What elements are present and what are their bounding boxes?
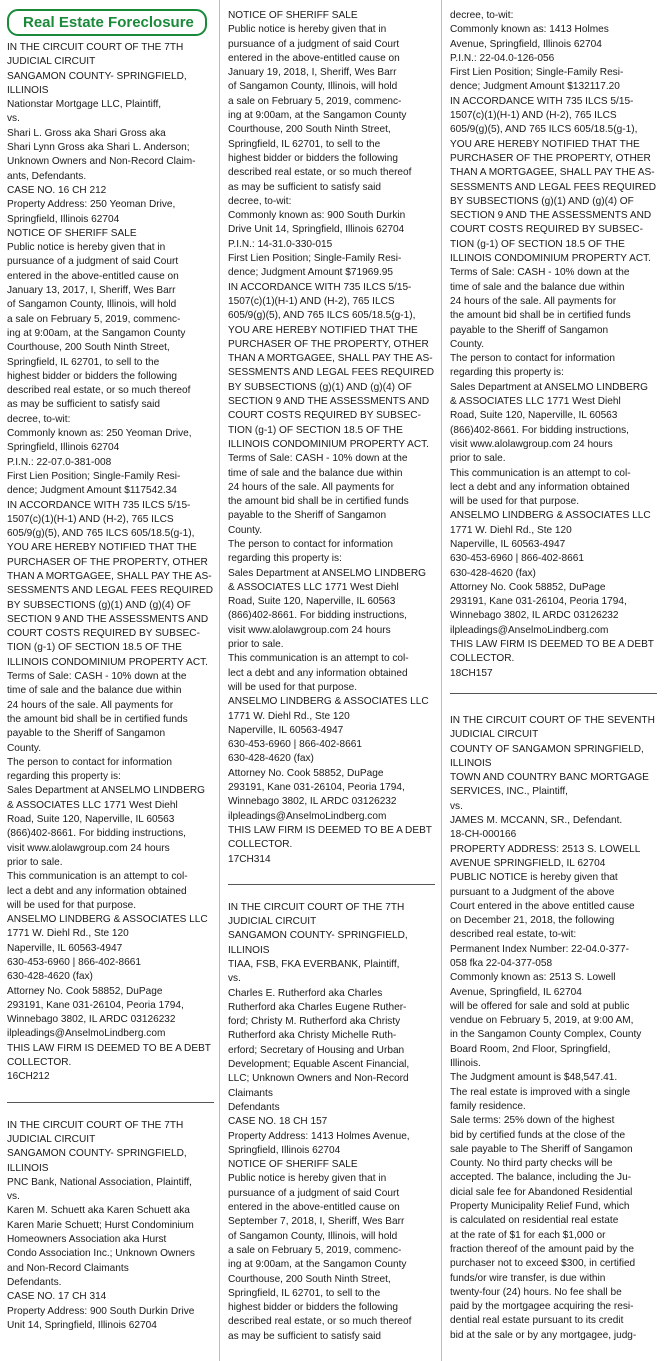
notice-line: Public notice is hereby given that in xyxy=(7,242,166,254)
notice-line: First Lien Position; Single-Family Resi- xyxy=(228,253,402,265)
notice-line: THAN A MORTGAGEE, SHALL PAY THE AS- xyxy=(450,167,655,179)
notice-line: Commonly known as: 2513 S. Lowell xyxy=(450,972,616,984)
notice-line: Springfield, IL 62701, to sell to the xyxy=(7,356,160,368)
notice-line: ing at 9:00am, at the Sangamon County xyxy=(7,327,186,339)
notice-line: Rutherford aka Christy Michelle Ruth- xyxy=(228,1030,397,1042)
notice-line: JUDICIAL CIRCUIT xyxy=(7,1133,96,1145)
notice-line: TION (g-1) OF SECTION 18.5 OF THE xyxy=(228,424,403,436)
notice-line: Defendants. xyxy=(7,1276,62,1288)
notice-line: funds/or wire transfer, is due within xyxy=(450,1272,606,1284)
notice-line: Winnebago 3802, IL ARDC 03126232 xyxy=(228,796,397,808)
notice-line: of Sangamon County, Illinois, will hold xyxy=(7,299,177,311)
notice-line: The person to contact for information xyxy=(450,353,615,365)
notice-line: TOWN AND COUNTRY BANC MORTGAGE xyxy=(450,772,649,784)
notice-line: Sales Department at ANSELMO LINDBERG xyxy=(450,381,649,393)
notice-line: lect a debt and any information obtained xyxy=(450,481,630,493)
notice-line: 1771 W. Diehl Rd., Ste 120 xyxy=(7,928,129,940)
notice-line: Courthouse, 200 South Ninth Street, xyxy=(7,342,170,354)
notice-line: ILLINOIS CONDOMINIUM PROPERTY ACT. xyxy=(7,656,208,668)
notice-line: COURT COSTS REQUIRED BY SUBSEC- xyxy=(228,410,421,422)
notice-line: ILLINOIS xyxy=(450,757,492,769)
column-divider xyxy=(219,0,220,1361)
notice-line: January 19, 2018, I, Sheriff, Wes Barr xyxy=(228,67,397,79)
notice-line: pursuant to a Judgment of the above xyxy=(450,886,615,898)
notice-line: vs. xyxy=(450,800,463,812)
notice-line: Terms of Sale: CASH - 10% down at the xyxy=(7,671,187,683)
notice-line: THIS LAW FIRM IS DEEMED TO BE A DEBT xyxy=(228,824,432,836)
notice-line: ford; Christy M. Rutherford aka Christy xyxy=(228,1016,401,1028)
foreclosure-notice xyxy=(450,714,657,1343)
notice-line: Drive Unit 14, Springfield, Illinois 62704 xyxy=(228,224,405,236)
notice-line: Unknown Owners and Non-Record Claim- xyxy=(7,156,196,168)
notice-line: a sale on February 5, 2019, commenc- xyxy=(228,1244,402,1256)
notice-line: P.I.N.: 22-04.0-126-056 xyxy=(450,52,555,64)
notice-line: County. xyxy=(228,524,263,536)
notice-line: JUDICIAL CIRCUIT xyxy=(228,916,317,928)
notice-line: Terms of Sale: CASH - 10% down at the xyxy=(228,453,408,465)
notice-line: County. No third party checks will be xyxy=(450,1158,613,1170)
notice-line: THAN A MORTGAGEE, SHALL PAY THE AS- xyxy=(7,570,212,582)
notice-line: Public notice is hereby given that in xyxy=(228,24,387,36)
notice-line: ilpleadings@AnselmoLindberg.com xyxy=(228,810,387,822)
notice-line: the amount bid shall be in certified funds xyxy=(450,310,631,322)
notice-line: time of sale and the balance due within xyxy=(228,467,403,479)
notice-line: ANSELMO LINDBERG & ASSOCIATES LLC xyxy=(7,914,208,926)
notice-line: (866)402-8661. For bidding instructions, xyxy=(7,828,186,840)
notice-line: fraction thereof of the amount paid by the xyxy=(450,1243,635,1255)
notice-line: decree, to-wit: xyxy=(450,10,514,21)
notice-line: dence; Judgment Amount $71969.95 xyxy=(228,267,393,279)
notice-line: dicial sale fee for Abandoned Residential xyxy=(450,1186,633,1198)
notice-line: THIS LAW FIRM IS DEEMED TO BE A DEBT xyxy=(450,639,654,651)
notice-line: visit www.alolawgroup.com 24 hours xyxy=(450,438,613,450)
foreclosure-notice-continued xyxy=(228,9,435,867)
notice-line: 293191, Kane 031-26104, Peoria 1794, xyxy=(450,596,627,608)
notice-line: Avenue, Springfield, IL 62704 xyxy=(450,986,582,998)
notice-line: 18-CH-000166 xyxy=(450,829,517,841)
notice-line: Property Address: 1413 Holmes Avenue, xyxy=(228,1130,410,1142)
notice-line: ilpleadings@AnselmoLindberg.com xyxy=(450,624,609,636)
notice-line: dential real estate pursuant to its credit xyxy=(450,1315,624,1327)
notice-line: time of sale and the balance due within xyxy=(7,685,182,697)
notice-line: Court entered in the above entitled cause xyxy=(450,900,635,912)
notice-line: CASE NO. 16 CH 212 xyxy=(7,184,107,196)
notice-line: NOTICE OF SHERIFF SALE xyxy=(228,10,358,21)
notice-line: regarding this property is: xyxy=(228,553,342,565)
notice-line: will be used for that purpose. xyxy=(450,496,580,508)
notice-line: County. xyxy=(7,742,42,754)
notice-line: decree, to-wit: xyxy=(228,195,292,207)
notice-line: COUNTY OF SANGAMON SPRINGFIELD, xyxy=(450,743,644,755)
notice-line: 630-453-6960 | 866-402-8661 xyxy=(228,739,362,751)
notice-line: decree, to-wit: xyxy=(7,413,71,425)
notice-line: at the rate of $1 for each $1,000 or xyxy=(450,1229,606,1241)
notice-line: SECTION 9 AND THE ASSESSMENTS AND xyxy=(450,210,652,222)
notice-line: First Lien Position; Single-Family Resi- xyxy=(450,67,624,79)
notice-line: 1771 W. Diehl Rd., Ste 120 xyxy=(228,710,350,722)
notice-line: CASE NO. 18 CH 157 xyxy=(228,1116,328,1128)
notice-line: Shari L. Gross aka Shari Gross aka xyxy=(7,127,166,139)
notice-line: County. xyxy=(450,338,485,350)
notice-line: will be used for that purpose. xyxy=(7,899,137,911)
notice-line: This communication is an attempt to col- xyxy=(7,871,188,883)
notice-line: IN THE CIRCUIT COURT OF THE SEVENTH xyxy=(450,714,655,726)
notice-line: as may be sufficient to satisfy said xyxy=(228,181,381,193)
notice-line: will be used for that purpose. xyxy=(228,681,358,693)
notice-line: The person to contact for information xyxy=(228,538,393,550)
notice-line: Road, Suite 120, Naperville, IL 60563 xyxy=(228,596,396,608)
notice-line: Condo Association Inc.; Unknown Owners xyxy=(7,1248,195,1260)
notice-line: the amount bid shall be in certified funds xyxy=(228,496,409,508)
notice-line: described real estate, or so much thereof xyxy=(228,1316,412,1328)
notice-line: Springfield, IL 62701, to sell to the xyxy=(228,1287,381,1299)
notice-line: 605/9(g)(5), AND 765 ILCS 605/18.5(g-1), xyxy=(450,124,638,136)
notice-line: regarding this property is: xyxy=(7,771,121,783)
foreclosure-notice xyxy=(7,1119,214,1333)
notice-line: 1771 W. Diehl Rd., Ste 120 xyxy=(450,524,572,536)
notice-line: IN THE CIRCUIT COURT OF THE 7TH xyxy=(7,42,184,53)
notice-line: September 7, 2018, I, Sheriff, Wes Barr xyxy=(228,1216,405,1228)
notice-line: COLLECTOR. xyxy=(7,1057,72,1069)
notice-line: Courthouse, 200 South Ninth Street, xyxy=(228,1273,391,1285)
notice-line: Sales Department at ANSELMO LINDBERG xyxy=(7,785,206,797)
notice-separator xyxy=(7,1102,214,1103)
notice-line: 630-453-6960 | 866-402-8661 xyxy=(7,957,141,968)
notice-line: SESSMENTS AND LEGAL FEES REQUIRED xyxy=(228,367,435,379)
notice-line: Development; Equable Ascent Financial, xyxy=(228,1059,410,1071)
notice-line: & ASSOCIATES LLC 1771 West Diehl xyxy=(7,799,178,811)
notice-line: YOU ARE HEREBY NOTIFIED THAT THE xyxy=(228,324,418,336)
notice-line: visit www.alolawgroup.com 24 hours xyxy=(228,624,391,636)
notice-line: ILLINOIS CONDOMINIUM PROPERTY ACT. xyxy=(450,253,651,265)
column-2 xyxy=(228,9,435,1344)
notice-line: family residence. xyxy=(450,1100,526,1112)
notice-line: erford; Secretary of Housing and Urban xyxy=(228,1044,405,1056)
notice-line: 24 hours of the sale. All payments for xyxy=(7,699,174,711)
notice-line: 1507(c)(1)(H-1) AND (H-2), 765 ILCS xyxy=(450,110,617,122)
notice-line: pursuance of a judgment of said Court xyxy=(7,256,179,268)
foreclosure-notice xyxy=(7,41,214,1085)
notice-line: P.I.N.: 22-07.0-381-008 xyxy=(7,456,112,468)
notice-line: 630-428-4620 (fax) xyxy=(228,753,314,765)
notice-line: BY SUBSECTIONS (g)(1) AND (g)(4) OF xyxy=(450,195,634,207)
notice-line: & ASSOCIATES LLC 1771 West Diehl xyxy=(450,396,621,408)
notice-line: ilpleadings@AnselmoLindberg.com xyxy=(7,1028,166,1040)
notice-line: entered in the above-entitled cause on xyxy=(228,1202,400,1214)
notice-line: ANSELMO LINDBERG & ASSOCIATES LLC xyxy=(450,510,651,522)
notice-line: 630-428-4620 (fax) xyxy=(450,567,536,579)
notice-line: 24 hours of the sale. All payments for xyxy=(450,295,617,307)
notice-line: JAMES M. MCCANN, SR., Defendant. xyxy=(450,815,623,827)
notice-line: 293191, Kane 031-26104, Peoria 1794, xyxy=(228,782,405,794)
notice-line: (866)402-8661. For bidding instructions, xyxy=(450,424,629,436)
notice-line: BY SUBSECTIONS (g)(1) AND (g)(4) OF xyxy=(228,381,412,393)
notice-line: Courthouse, 200 South Ninth Street, xyxy=(228,124,391,136)
notice-line: AVENUE SPRINGFIELD, IL 62704 xyxy=(450,857,606,869)
notice-line: BY SUBSECTIONS (g)(1) AND (g)(4) OF xyxy=(7,599,191,611)
notice-line: Springfield, Illinois 62704 xyxy=(7,442,120,454)
notice-line: ILLINOIS xyxy=(7,84,49,96)
notice-line: THAN A MORTGAGEE, SHALL PAY THE AS- xyxy=(228,353,433,365)
notice-line: Karen Marie Schuett; Hurst Condominium xyxy=(7,1219,194,1231)
foreclosure-notice-continued xyxy=(450,9,657,681)
notice-line: pursuance of a judgment of said Court xyxy=(228,1187,400,1199)
notice-line: Road, Suite 120, Naperville, IL 60563 xyxy=(7,814,175,826)
notice-line: COURT COSTS REQUIRED BY SUBSEC- xyxy=(450,224,643,236)
notice-line: visit www.alolawgroup.com 24 hours xyxy=(7,842,170,854)
notice-line: Springfield, Illinois 62704 xyxy=(228,1144,341,1156)
notice-line: prior to sale. xyxy=(228,639,284,651)
notice-line: of Sangamon County, Illinois, will hold xyxy=(228,81,398,93)
notice-line: purchaser not to exceed $300, in certified xyxy=(450,1258,636,1270)
notice-line: NOTICE OF SHERIFF SALE xyxy=(7,227,137,239)
notice-line: ILLINOIS xyxy=(228,944,270,956)
notice-line: COURT COSTS REQUIRED BY SUBSEC- xyxy=(7,628,200,640)
notice-line: vendue on February 5, 2019, at 9:00 AM, xyxy=(450,1015,634,1027)
notice-line: IN ACCORDANCE WITH 735 ILCS 5/15- xyxy=(7,499,191,511)
notice-line: Naperville, IL 60563-4947 xyxy=(450,538,566,550)
notice-line: described real estate, or so much thereof xyxy=(7,385,191,397)
notice-line: SESSMENTS AND LEGAL FEES REQUIRED xyxy=(7,585,214,597)
notice-line: vs. xyxy=(228,973,241,985)
notice-line: Property Address: 250 Yeoman Drive, xyxy=(7,199,176,211)
notice-line: time of sale and the balance due within xyxy=(450,281,625,293)
notice-line: ANSELMO LINDBERG & ASSOCIATES LLC xyxy=(228,696,429,708)
notice-line: of Sangamon County, Illinois, will hold xyxy=(228,1230,398,1242)
column-divider xyxy=(441,0,442,1361)
notice-line: 18CH157 xyxy=(450,667,493,679)
notice-line: SANGAMON COUNTY- SPRINGFIELD, xyxy=(228,930,408,942)
notice-line: PURCHASER OF THE PROPERTY, OTHER xyxy=(7,556,208,568)
notice-line: Avenue, Springfield, Illinois 62704 xyxy=(450,38,602,50)
notice-line: dence; Judgment Amount $117542.34 xyxy=(7,485,177,497)
notice-line: PURCHASER OF THE PROPERTY, OTHER xyxy=(228,338,429,350)
notice-line: 605/9(g)(5), AND 765 ILCS 605/18.5(g-1), xyxy=(7,528,195,540)
notice-line: Commonly known as: 1413 Holmes xyxy=(450,24,609,36)
notice-line: This communication is an attempt to col- xyxy=(228,653,409,665)
notice-line: IN THE CIRCUIT COURT OF THE 7TH xyxy=(7,1119,184,1131)
notice-line: 1507(c)(1)(H-1) AND (H-2), 765 ILCS xyxy=(228,295,395,307)
notice-line: Defendants xyxy=(228,1101,280,1113)
notice-line: P.I.N.: 14-31.0-330-015 xyxy=(228,238,333,250)
notice-line: sale payable to The Sheriff of Sangamon xyxy=(450,1143,633,1155)
notice-line: payable to the Sheriff of Sangamon xyxy=(228,510,387,522)
notice-line: highest bidder or bidders the following xyxy=(228,1302,399,1314)
notice-line: ing at 9:00am, at the Sangamon County xyxy=(228,110,407,122)
notice-line: COLLECTOR. xyxy=(450,653,515,665)
notice-line: vs. xyxy=(7,1191,20,1203)
notice-line: twenty-four (24) hours. No fee shall be xyxy=(450,1286,622,1298)
notice-line: IN ACCORDANCE WITH 735 ILCS 5/15- xyxy=(228,281,412,293)
notice-line: lect a debt and any information obtained xyxy=(7,885,187,897)
notice-line: in the Sangamon County Complex, County xyxy=(450,1029,642,1041)
notice-line: Board Room, 2nd Floor, Springfield, xyxy=(450,1043,611,1055)
notice-line: SANGAMON COUNTY- SPRINGFIELD, xyxy=(7,70,187,82)
notice-line: Commonly known as: 900 South Durkin xyxy=(228,210,406,222)
notice-line: PURCHASER OF THE PROPERTY, OTHER xyxy=(450,152,651,164)
notice-line: prior to sale. xyxy=(7,856,63,868)
notice-line: & ASSOCIATES LLC 1771 West Diehl xyxy=(228,581,399,593)
notice-line: TIAA, FSB, FKA EVERBANK, Plaintiff, xyxy=(228,959,400,970)
notice-line: and Non-Record Claimants xyxy=(7,1262,129,1274)
notice-line: IN ACCORDANCE WITH 735 ILCS 5/15- xyxy=(450,95,634,107)
notice-line: Charles E. Rutherford aka Charles xyxy=(228,987,383,999)
notice-line: payable to the Sheriff of Sangamon xyxy=(7,728,166,740)
notice-line: ing at 9:00am, at the Sangamon County xyxy=(228,1259,407,1271)
notice-line: January 13, 2017, I, Sheriff, Wes Barr xyxy=(7,285,176,297)
notice-line: ILLINOIS CONDOMINIUM PROPERTY ACT. xyxy=(228,438,429,450)
notice-line: 058 fka 22-04-377-058 xyxy=(450,958,553,969)
notice-line: Sales Department at ANSELMO LINDBERG xyxy=(228,567,427,579)
notice-line: This communication is an attempt to col- xyxy=(450,467,631,479)
notice-line: will be offered for sale and sold at public xyxy=(450,1000,630,1012)
notice-line: dence; Judgment Amount $132117.20 xyxy=(450,81,620,93)
notice-line: JUDICIAL CIRCUIT xyxy=(450,729,539,741)
notice-line: First Lien Position; Single-Family Resi- xyxy=(7,470,181,482)
notice-line: highest bidder or bidders the following xyxy=(7,370,178,382)
notice-line: vs. xyxy=(7,113,20,125)
notice-line: LLC; Unknown Owners and Non-Record xyxy=(228,1073,409,1085)
notice-line: Property Address: 900 South Durkin Drive xyxy=(7,1305,195,1317)
notice-line: accepted. The balance, including the Ju- xyxy=(450,1172,632,1184)
notice-line: 630-428-4620 (fax) xyxy=(7,971,93,983)
notice-line: Terms of Sale: CASH - 10% down at the xyxy=(450,267,630,279)
notice-line: Nationstar Mortgage LLC, Plaintiff, xyxy=(7,99,162,111)
section-title: Real Estate Foreclosure xyxy=(7,9,207,36)
notice-line: Homeowners Association aka Hurst xyxy=(7,1234,167,1246)
notice-line: THIS LAW FIRM IS DEEMED TO BE A DEBT xyxy=(7,1042,211,1054)
notice-line: SECTION 9 AND THE ASSESSMENTS AND xyxy=(7,613,209,625)
notice-line: Naperville, IL 60563-4947 xyxy=(7,942,123,954)
notice-line: Commonly known as: 250 Yeoman Drive, xyxy=(7,428,192,440)
notice-line: Springfield, Illinois 62704 xyxy=(7,213,120,225)
notice-line: a sale on February 5, 2019, commenc- xyxy=(228,95,402,107)
notice-line: PNC Bank, National Association, Plaintiff, xyxy=(7,1176,192,1188)
notice-line: entered in the above-entitled cause on xyxy=(7,270,179,282)
notice-line: Road, Suite 120, Naperville, IL 60563 xyxy=(450,410,618,422)
notice-line: a sale on February 5, 2019, commenc- xyxy=(7,313,181,325)
column-3 xyxy=(450,9,657,1343)
notice-line: described real estate, to-wit: xyxy=(450,929,577,941)
notice-line: Illinois. xyxy=(450,1058,481,1070)
notice-line: bid by certified funds at the close of the xyxy=(450,1129,626,1141)
notice-line: bid at the sale or by any mortgagee, judg- xyxy=(450,1329,637,1341)
notice-line: NOTICE OF SHERIFF SALE xyxy=(228,1159,358,1171)
notice-line: 17CH314 xyxy=(228,853,271,865)
notice-line: as may be sufficient to satisfy said xyxy=(7,399,160,411)
notice-line: lect a debt and any information obtained xyxy=(228,667,408,679)
notice-line: 293191, Kane 031-26104, Peoria 1794, xyxy=(7,999,184,1011)
notice-line: YOU ARE HEREBY NOTIFIED THAT THE xyxy=(7,542,197,554)
notice-line: SANGAMON COUNTY- SPRINGFIELD, xyxy=(7,1148,187,1160)
notice-line: PUBLIC NOTICE is hereby given that xyxy=(450,872,618,884)
notice-line: described real estate, or so much thereof xyxy=(228,167,412,179)
notice-line: pursuance of a judgment of said Court xyxy=(228,38,400,50)
notice-line: as may be sufficient to satisfy said xyxy=(228,1330,381,1342)
notice-line: 24 hours of the sale. All payments for xyxy=(228,481,395,493)
notice-line: 630-453-6960 | 866-402-8661 xyxy=(450,553,584,565)
notice-line: SERVICES, INC., Plaintiff, xyxy=(450,786,568,798)
notice-separator xyxy=(228,884,435,885)
notice-line: PROPERTY ADDRESS: 2513 S. LOWELL xyxy=(450,843,641,855)
notice-line: TION (g-1) OF SECTION 18.5 OF THE xyxy=(450,238,625,250)
notice-line: Attorney No. Cook 58852, DuPage xyxy=(450,581,606,593)
notice-line: (866)402-8661. For bidding instructions, xyxy=(228,610,407,622)
notice-line: YOU ARE HEREBY NOTIFIED THAT THE xyxy=(450,138,640,150)
notice-line: Permanent Index Number: 22-04.0-377- xyxy=(450,943,629,955)
notice-line: SECTION 9 AND THE ASSESSMENTS AND xyxy=(228,396,430,408)
notice-line: Winnebago 3802, IL ARDC 03126232 xyxy=(7,1014,176,1026)
notice-line: JUDICIAL CIRCUIT xyxy=(7,56,96,68)
notice-line: entered in the above-entitled cause on xyxy=(228,52,400,64)
notice-line: paid by the mortgagee acquiring the resi- xyxy=(450,1301,634,1313)
notice-line: the amount bid shall be in certified funds xyxy=(7,713,188,725)
notice-line: ILLINOIS xyxy=(7,1162,49,1174)
notice-line: Property Municipality Relief Fund, which xyxy=(450,1201,630,1213)
notice-line: ants, Defendants. xyxy=(7,170,87,182)
notice-line: IN THE CIRCUIT COURT OF THE 7TH xyxy=(228,901,405,913)
notice-line: Karen M. Schuett aka Karen Schuett aka xyxy=(7,1205,190,1217)
notice-line: on December 21, 2018, the following xyxy=(450,915,615,927)
notice-line: The real estate is improved with a single xyxy=(450,1086,631,1098)
notice-line: 16CH212 xyxy=(7,1071,50,1083)
notice-line: The Judgment amount is $48,547.41. xyxy=(450,1072,618,1084)
notice-line: COLLECTOR. xyxy=(228,839,293,851)
notice-line: payable to the Sheriff of Sangamon xyxy=(450,324,609,336)
notice-line: is calculated on residential real estate xyxy=(450,1215,619,1227)
column-1 xyxy=(7,9,214,1333)
notice-line: prior to sale. xyxy=(450,453,506,465)
notice-line: Springfield, IL 62701, to sell to the xyxy=(228,138,381,150)
notice-line: Sale terms: 25% down of the highest xyxy=(450,1115,615,1127)
notice-line: 605/9(g)(5), AND 765 ILCS 605/18.5(g-1), xyxy=(228,310,416,322)
notice-line: The person to contact for information xyxy=(7,756,172,768)
notice-line: Public notice is hereby given that in xyxy=(228,1173,387,1185)
notice-line: Attorney No. Cook 58852, DuPage xyxy=(228,767,384,779)
notice-line: 1507(c)(1)(H-1) AND (H-2), 765 ILCS xyxy=(7,513,174,525)
notice-line: regarding this property is: xyxy=(450,367,564,379)
notice-line: Shari Lynn Gross aka Shari L. Anderson; xyxy=(7,142,190,154)
notice-line: Attorney No. Cook 58852, DuPage xyxy=(7,985,163,997)
notice-line: SESSMENTS AND LEGAL FEES REQUIRED xyxy=(450,181,657,193)
notice-line: Winnebago 3802, IL ARDC 03126232 xyxy=(450,610,619,622)
foreclosure-notice xyxy=(228,901,435,1344)
notice-line: Claimants xyxy=(228,1087,273,1099)
notice-line: TION (g-1) OF SECTION 18.5 OF THE xyxy=(7,642,182,654)
notice-line: CASE NO. 17 CH 314 xyxy=(7,1291,107,1303)
notice-line: highest bidder or bidders the following xyxy=(228,152,399,164)
notice-separator xyxy=(450,693,657,694)
notice-line: Unit 14, Springfield, Illinois 62704 xyxy=(7,1319,157,1331)
notice-line: Naperville, IL 60563-4947 xyxy=(228,724,344,736)
notice-line: Rutherford aka Charles Eugene Ruther- xyxy=(228,1001,407,1013)
